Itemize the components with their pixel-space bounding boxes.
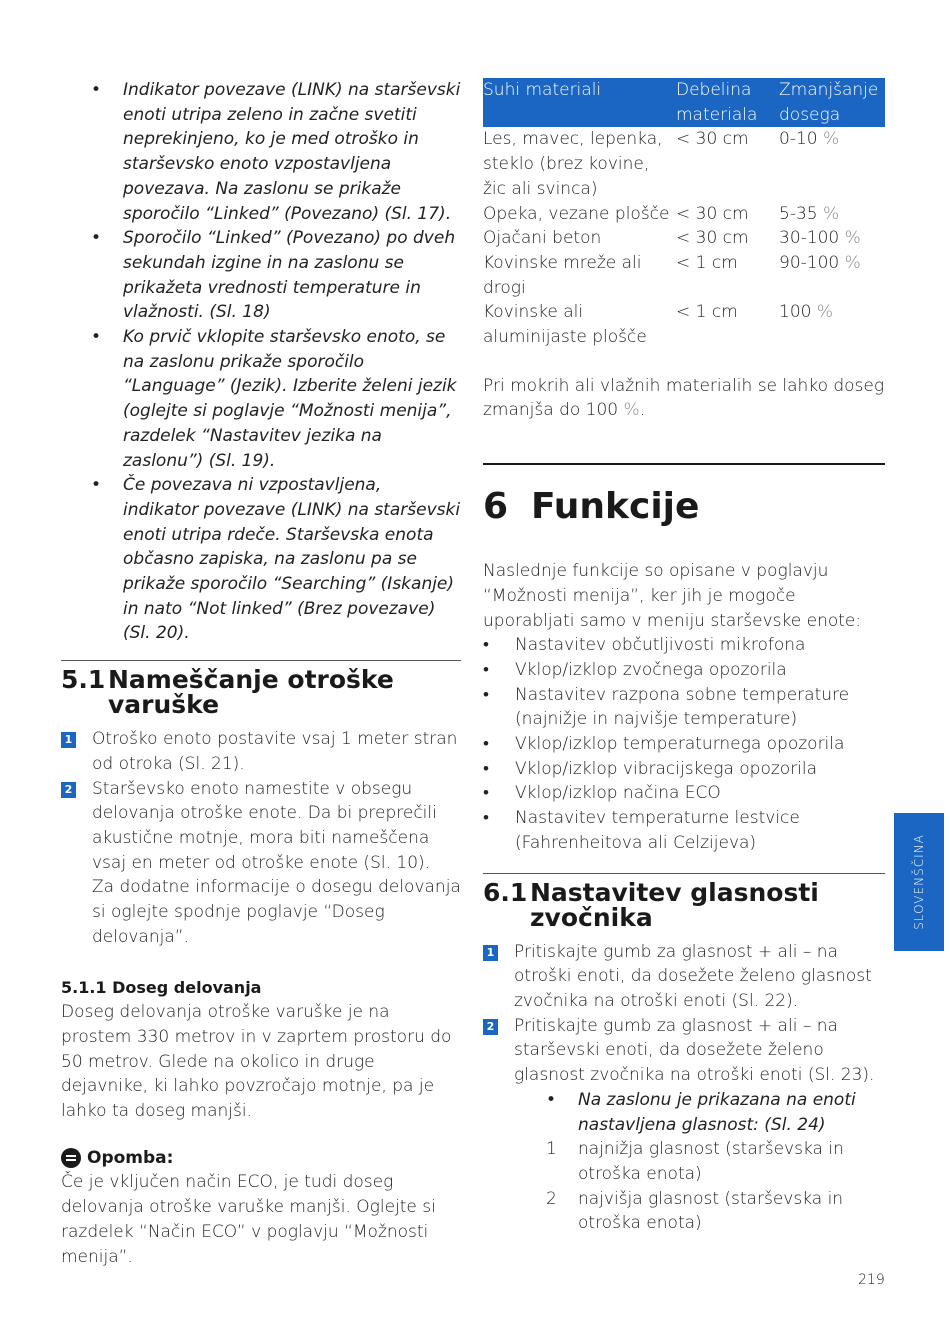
table-cell-range xyxy=(779,127,885,201)
section-title: Nastavitev glasnosti zvočnika xyxy=(530,877,819,932)
table-cell-material: Les, mavec, lepenka, steklo (brez kovine, žic ali svinca) xyxy=(483,129,663,199)
step-number-badge: 2 xyxy=(483,1019,498,1035)
percent-sign: % xyxy=(618,400,640,421)
volume-level-number: 2 xyxy=(546,1188,557,1209)
volume-level-item xyxy=(546,1137,885,1186)
volume-level-number: 1 xyxy=(546,1139,557,1160)
step-text: Starševsko enoto namestite v obsegu delovanja otroške enote. Da bi preprečili akustične motnje, mora biti nameščena vsaj en meter od otroške enote (Sl. 10). xyxy=(92,778,437,873)
page-number: 219 xyxy=(858,1272,885,1288)
section-number: 5.1 xyxy=(61,665,106,695)
table-cell-thickness: < 30 cm xyxy=(676,228,749,249)
volume-display-info xyxy=(483,1088,885,1236)
feature-list xyxy=(483,633,885,855)
subsection-text: Doseg delovanja otroške varuške je na prostem 330 metrov in v zaprtem prostoru do 50 metrov. Glede na okolico in druge dejavnike, ki lahko povzročajo motnje, pa je lahko ta doseg manjši. xyxy=(61,1002,452,1122)
table-cell-thickness: < 30 cm xyxy=(676,203,749,224)
table-cell-material: Ojačani beton xyxy=(483,228,602,249)
table-header-cell: Suhi materiali xyxy=(483,78,676,127)
chapter-number: 6 xyxy=(483,486,509,528)
step-text: Otroško enoto postavite vsaj 1 meter stran od otroka (Sl. 21). xyxy=(92,729,458,774)
sub-bullet-list xyxy=(546,1088,885,1137)
range-value: 90-100 xyxy=(779,252,840,273)
table-cell-material: Kovinske ali aluminijaste plošče xyxy=(483,302,647,348)
range-value: 0-10 xyxy=(779,129,818,150)
list-item: • Sporočilo “Linked” (Povezano) po dveh sekundah izgine in na zaslonu se prikažeta vrednosti temperature in vlažnosti. (Sl. 18) xyxy=(61,226,461,325)
list-item: • Nastavitev temperaturne lestvice (Fahrenheitova ali Celzijeva) xyxy=(483,806,885,855)
table-row xyxy=(483,300,885,349)
percent-sign: % xyxy=(839,228,861,249)
wet-note-end: . xyxy=(639,400,646,421)
table-row xyxy=(483,127,885,201)
step-1 xyxy=(483,940,885,1014)
percent-sign: % xyxy=(839,252,861,273)
subsection-heading: 5.1.1 Doseg delovanja xyxy=(61,977,262,997)
step-number-badge: 1 xyxy=(61,732,76,748)
list-item: • Vklop/izklop temperaturnega opozorila xyxy=(483,732,885,757)
step-2 xyxy=(61,777,461,950)
list-item: • Vklop/izklop zvočnega opozorila xyxy=(483,658,885,683)
section-number: 6.1 xyxy=(483,877,528,907)
note-heading xyxy=(61,1146,461,1171)
volume-level-text: najnižja glasnost (starševska in otroška enota) xyxy=(578,1139,844,1184)
volume-level-text: najvišja glasnost (starševska in otroška enota) xyxy=(578,1188,844,1234)
step-text: Pritiskajte gumb za glasnost + ali – na starševski enoti, da dosežete želeno glasnost zvočnika na otroški enoti (Sl. 23). xyxy=(514,1015,875,1086)
table-header-cell: Zmanjšanje dosega xyxy=(779,78,885,127)
note-text: Če je vključen način ECO, je tudi doseg delovanja otroške varuške manjši. Oglejte si razdelek “Način ECO” v poglavju “Možnosti menija”. xyxy=(61,1172,436,1267)
wet-note-text: Pri mokrih ali vlažnih materialih se lahko doseg zmanjša do 100 xyxy=(483,375,885,421)
list-item: • Ko prvič vklopite starševsko enoto, se na zaslonu prikaže sporočilo “Language” (Jezik). Izberite želeni jezik (oglejte si poglavje “Možnosti menija”, razdelek “Nastavitev jezika na zaslonu”) (Sl. 19). xyxy=(61,325,461,473)
step-text: Pritiskajte gumb za glasnost + ali – na otroški enoti, da dosežete želeno glasnost zvočnika na otroški enoti (Sl. 22). xyxy=(514,941,872,1011)
table-cell-material: Opeka, vezane plošče xyxy=(483,203,670,224)
table-row xyxy=(483,226,885,251)
list-item: • Nastavitev razpona sobne temperature (najnižje in najvišje temperature) xyxy=(483,683,885,732)
range-value: 100 xyxy=(779,302,812,323)
chapter-heading xyxy=(483,487,885,527)
table-cell-thickness: < 1 cm xyxy=(676,302,738,323)
note-title: Opomba: xyxy=(87,1147,174,1168)
list-item: • Če povezava ni vzpostavljena, indikator povezave (LINK) na starševski enoti utripa rdeče. Starševska enota občasno zapiska, na zaslonu pa se prikaže sporočilo “Searching” (Iskanje) in nato “Not linked” (Brez povezave) (Sl. 20). xyxy=(61,473,461,646)
note-icon xyxy=(61,1148,81,1168)
language-label: SLOVENŠČINA xyxy=(912,834,926,930)
table-cell-thickness: < 1 cm xyxy=(676,252,738,273)
link-status-list xyxy=(61,78,461,646)
table-cell-thickness: < 30 cm xyxy=(676,129,749,150)
step-2 xyxy=(483,1014,885,1088)
chapter-intro: Naslednje funkcije so opisane v poglavju “Možnosti menija”, ker jih je mogoče uporabljati samo v meniju starševske enote: xyxy=(483,561,862,631)
step-extra-text: Za dodatne informacije o dosegu delovanja si oglejte spodnje poglavje “Doseg delovanja”. xyxy=(92,877,461,947)
table-cell-material: Kovinske mreže ali drogi xyxy=(483,252,642,298)
chapter-divider xyxy=(483,463,885,465)
wet-materials-note xyxy=(483,374,885,423)
range-table xyxy=(483,78,885,350)
table-cell-range xyxy=(779,300,885,349)
volume-level-item xyxy=(546,1187,885,1236)
section-divider xyxy=(61,660,461,661)
range-value: 5-35 xyxy=(779,203,818,224)
section-heading-5-1 xyxy=(61,665,461,720)
step-number-badge: 1 xyxy=(483,945,498,961)
table-row xyxy=(483,202,885,227)
left-column xyxy=(61,78,461,1269)
section-divider xyxy=(483,873,885,874)
table-header-row xyxy=(483,78,885,127)
percent-sign: % xyxy=(817,129,840,150)
language-side-tab xyxy=(894,813,944,951)
section-title: Nameščanje otroške varuške xyxy=(108,665,394,720)
table-cell-range xyxy=(779,226,885,251)
table-cell-range xyxy=(779,202,885,227)
range-value: 30-100 xyxy=(779,228,840,249)
list-item: • Vklop/izklop vibracijskega opozorila xyxy=(483,757,885,782)
table-row xyxy=(483,251,885,300)
list-item: • Vklop/izklop načina ECO xyxy=(483,781,885,806)
list-item: • Nastavitev občutljivosti mikrofona xyxy=(483,633,885,658)
list-item: • Na zaslonu je prikazana na enoti nastavljena glasnost: (Sl. 24) xyxy=(546,1088,885,1137)
list-item: • Indikator povezave (LINK) na starševski enoti utripa zeleno in začne svetiti neprekinjeno, ko je med otroško in starševsko enoto vzpostavljena povezava. Na zaslonu se prikaže sporočilo “Linked” (Povezano) (Sl. 17). xyxy=(61,78,461,226)
step-number-badge: 2 xyxy=(61,782,76,798)
table-header-cell: Debelina materiala xyxy=(676,78,779,127)
chapter-title: Funkcije xyxy=(531,486,700,528)
right-column xyxy=(483,78,885,1236)
percent-sign: % xyxy=(811,302,834,323)
section-heading-6-1 xyxy=(483,877,885,932)
percent-sign: % xyxy=(817,203,840,224)
step-1 xyxy=(61,727,461,776)
table-cell-range xyxy=(779,251,885,300)
